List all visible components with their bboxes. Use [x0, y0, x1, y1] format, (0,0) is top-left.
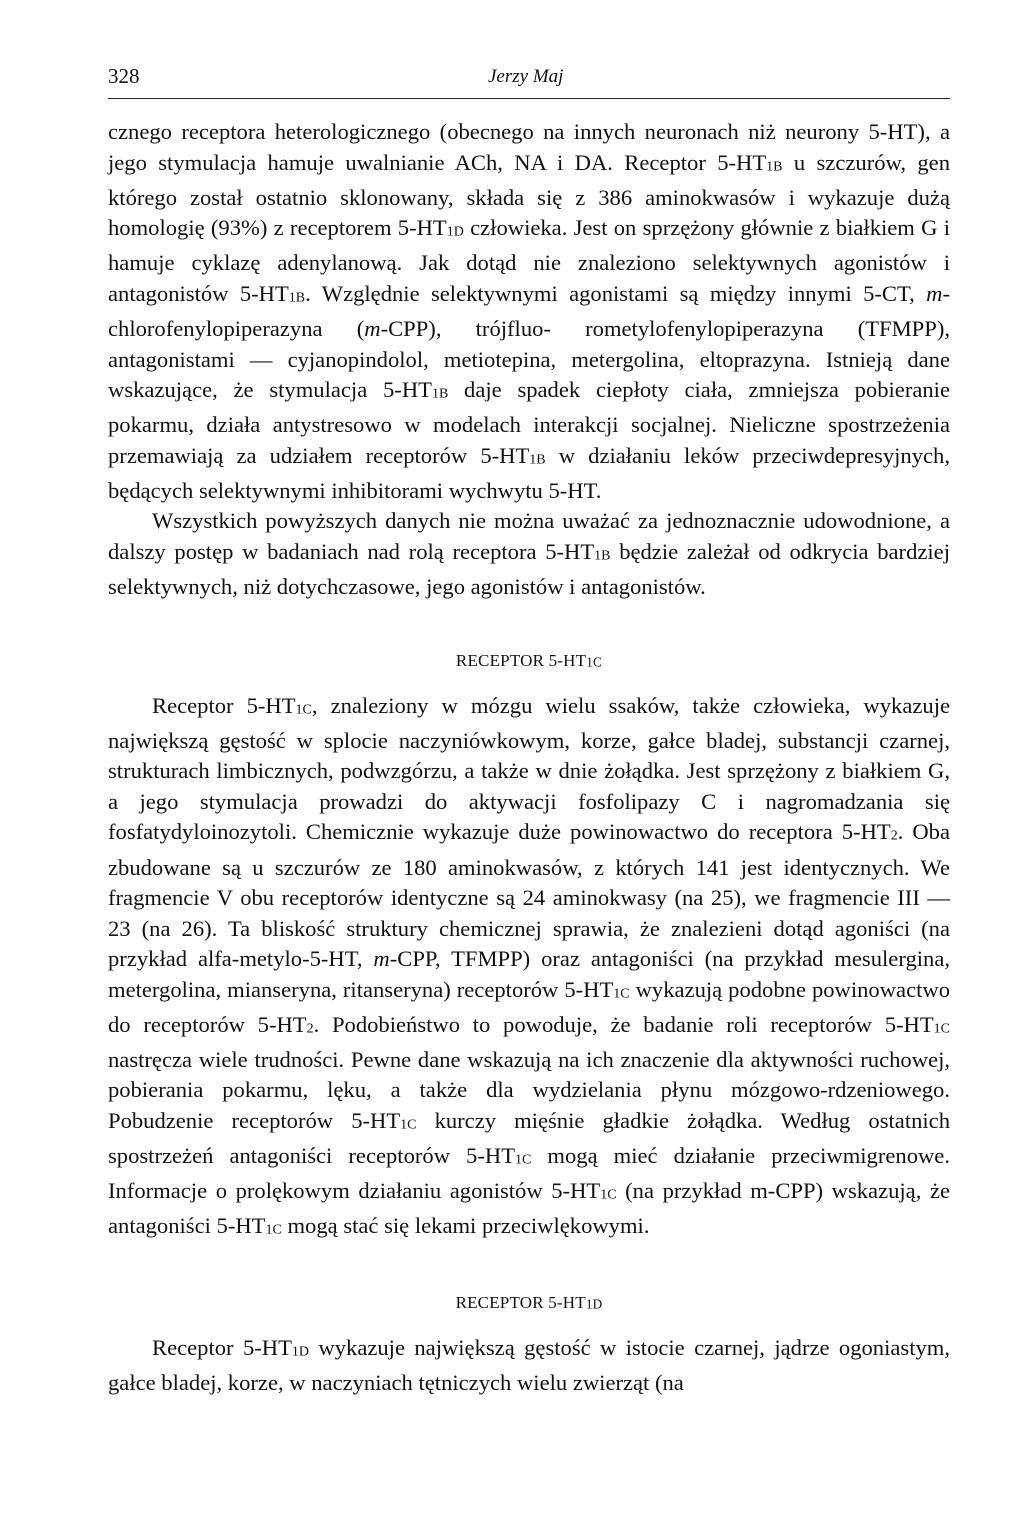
italic-text: m	[373, 946, 390, 971]
text-run: mogą stać się lekami przeciwlękowymi.	[281, 1213, 650, 1239]
subscript: 1C	[600, 1187, 617, 1203]
subscript: 1C	[515, 1152, 532, 1168]
text-run: mogą mieć działanie przeciwmigrenowe. Informacje o prolękowym działaniu agonistów 5-HT	[108, 1143, 950, 1204]
text-run: cznego receptora heterologicznego (obecnego na innych neuronach niż neurony 5-HT), a jego stymulacja hamuje uwalnianie ACh, NA i DA. Receptor 5-HT	[108, 119, 950, 175]
text-run: daje spadek ciepłoty ciała, zmniejsza pobieranie pokarmu, działa antystresowo w modelach interakcji socjalnej. Nieliczne spostrzeżenia przemawiają za udziałem receptorów 5-HT	[108, 377, 950, 468]
paragraph-conclusion	[108, 506, 950, 602]
running-title: Jerzy Maj	[488, 66, 564, 87]
subscript: 1C	[400, 1117, 417, 1133]
paragraph-5ht1c	[108, 691, 950, 1247]
body-text	[108, 117, 950, 1398]
text-run: w działaniu leków przeciwdepresyjnych, będących selektywnymi inhibitorami wychwytu 5-HT.	[108, 442, 950, 503]
text-run: (na przykład m-CPP) wskazują, że antagoniści 5-HT	[108, 1178, 950, 1239]
text-run: będzie zależał od odkrycia bardziej selektywnych, niż dotychczasowe, jego agonistów i antagonistów.	[108, 538, 950, 600]
text-run: kurczy mięśnie gładkie żołądka. Według ostatnich spostrzeżeń antagoniści receptorów 5-HT	[108, 1107, 950, 1169]
subscript: 1C	[295, 702, 312, 718]
text-run: , znaleziony w mózgu wielu ssaków, także człowieka, wykazuje największą gęstość w splocie naczyniówkowym, korze, gałce bladej, substancji czarnej, strukturach limbicznych, podwzgórzu, a także w dnie żołądka. Jest sprzężony z białkiem G, a jego stymulacja prowadzi do aktywacji fosfolipazy C i nagromadzania się fosfatydyloinozytoli. Chemicznie wykazuje duże powinowactwo do receptora 5-HT	[108, 692, 950, 845]
heading-text: RECEPTOR 5-HT	[455, 650, 587, 670]
subscript: 1D	[291, 1344, 310, 1360]
text-run: człowieka. Jest on sprzężony głównie z białkiem G i hamuje cyklazę adenylanową. Jak dotąd nie znaleziono selektywnych agonistów i antagonistów 5-HT	[108, 215, 950, 306]
subscript: 1B	[431, 386, 449, 402]
subscript: 1B	[594, 548, 611, 564]
section-heading-5ht1d	[108, 1293, 950, 1313]
text-run: Receptor 5-HT	[152, 1334, 292, 1360]
subscript: 2	[890, 829, 898, 844]
subscript: 2	[306, 1021, 314, 1037]
subscript: 1B	[766, 159, 783, 175]
text-run: -CPP), trójfluo- rometylofenylopiperazyna (TFMPP), antagonistami — cyjanopindolol, metiotepina, metergolina, eltoprazyna. Istnieją dane wskazujące, że stymulacja 5-HT	[108, 316, 950, 403]
subscript: 1C	[613, 986, 630, 1002]
text-run: . Oba zbudowane są u szczurów ze 180 aminokwasów, z których 141 jest identycznych. We fragmencie V obu receptorów identyczne są 24 aminokwasy (na 25), we fragmencie III — 23 (na 26). Ta bliskość struktury chemicznej sprawia, że znalezieni dotąd agoniści (na przykład alfa-metylo-5-HT,	[108, 819, 950, 971]
text-run: . Podobieństwo to powoduje, że badanie roli receptorów 5-HT	[313, 1011, 934, 1037]
text-run: . Względnie selektywnymi agonistami są między innymi 5-CT,	[305, 280, 927, 306]
text-run: u szczurów, gen którego został ostatnio sklonowany, składa się z 386 aminokwasów i wykazuje dużą homologię (93%) z receptorem 5-HT	[108, 149, 950, 241]
text-run: -CPP, TFMPP) oraz antagoniści (na przykład mesulergina, metergolina, mianseryna, ritanseryna) receptorów 5-HT	[108, 946, 950, 1002]
subscript: 1C	[265, 1223, 282, 1239]
heading-text: RECEPTOR 5-HT	[455, 1292, 586, 1312]
text-run: nastręcza wiele trudności. Pewne dane wskazują na ich znaczenie dla aktywności ruchowej, pobierania pokarmu, lęku, a także dla wydzielania płynu mózgowo-rdzeniowego. Pobudzenie receptorów 5-HT	[108, 1046, 950, 1133]
text-run: wykazują podobne powinowactwo do receptorów 5-HT	[108, 976, 950, 1037]
text-run: -chlorofenylopiperazyna (	[108, 280, 950, 342]
paragraph-5ht1d	[108, 1333, 950, 1399]
subscript: 1C	[933, 1021, 950, 1037]
document-page	[108, 58, 950, 1398]
italic-text: m	[364, 316, 381, 342]
subscript: 1B	[529, 452, 546, 468]
running-header	[108, 58, 950, 99]
subscript: 1B	[288, 290, 306, 306]
paragraph-continuation	[108, 117, 950, 506]
section-heading-5ht1c	[108, 651, 950, 671]
subscript: 1C	[586, 654, 603, 670]
subscript: 1D	[446, 224, 464, 240]
text-run: Receptor 5-HT	[152, 692, 296, 718]
text-run: Wszystkich powyższych danych nie można uważać za jednoznacznie udowodnione, a dalszy postęp w badaniach nad rolą receptora 5-HT	[108, 508, 950, 564]
subscript: 1D	[585, 1296, 603, 1312]
text-run: wykazuje największą gęstość w istocie czarnej, jądrze ogoniastym, gałce bladej, korze, w naczyniach tętniczych wielu zwierząt (na	[108, 1334, 951, 1395]
page-number: 328	[108, 64, 140, 88]
italic-text: m	[926, 280, 943, 306]
